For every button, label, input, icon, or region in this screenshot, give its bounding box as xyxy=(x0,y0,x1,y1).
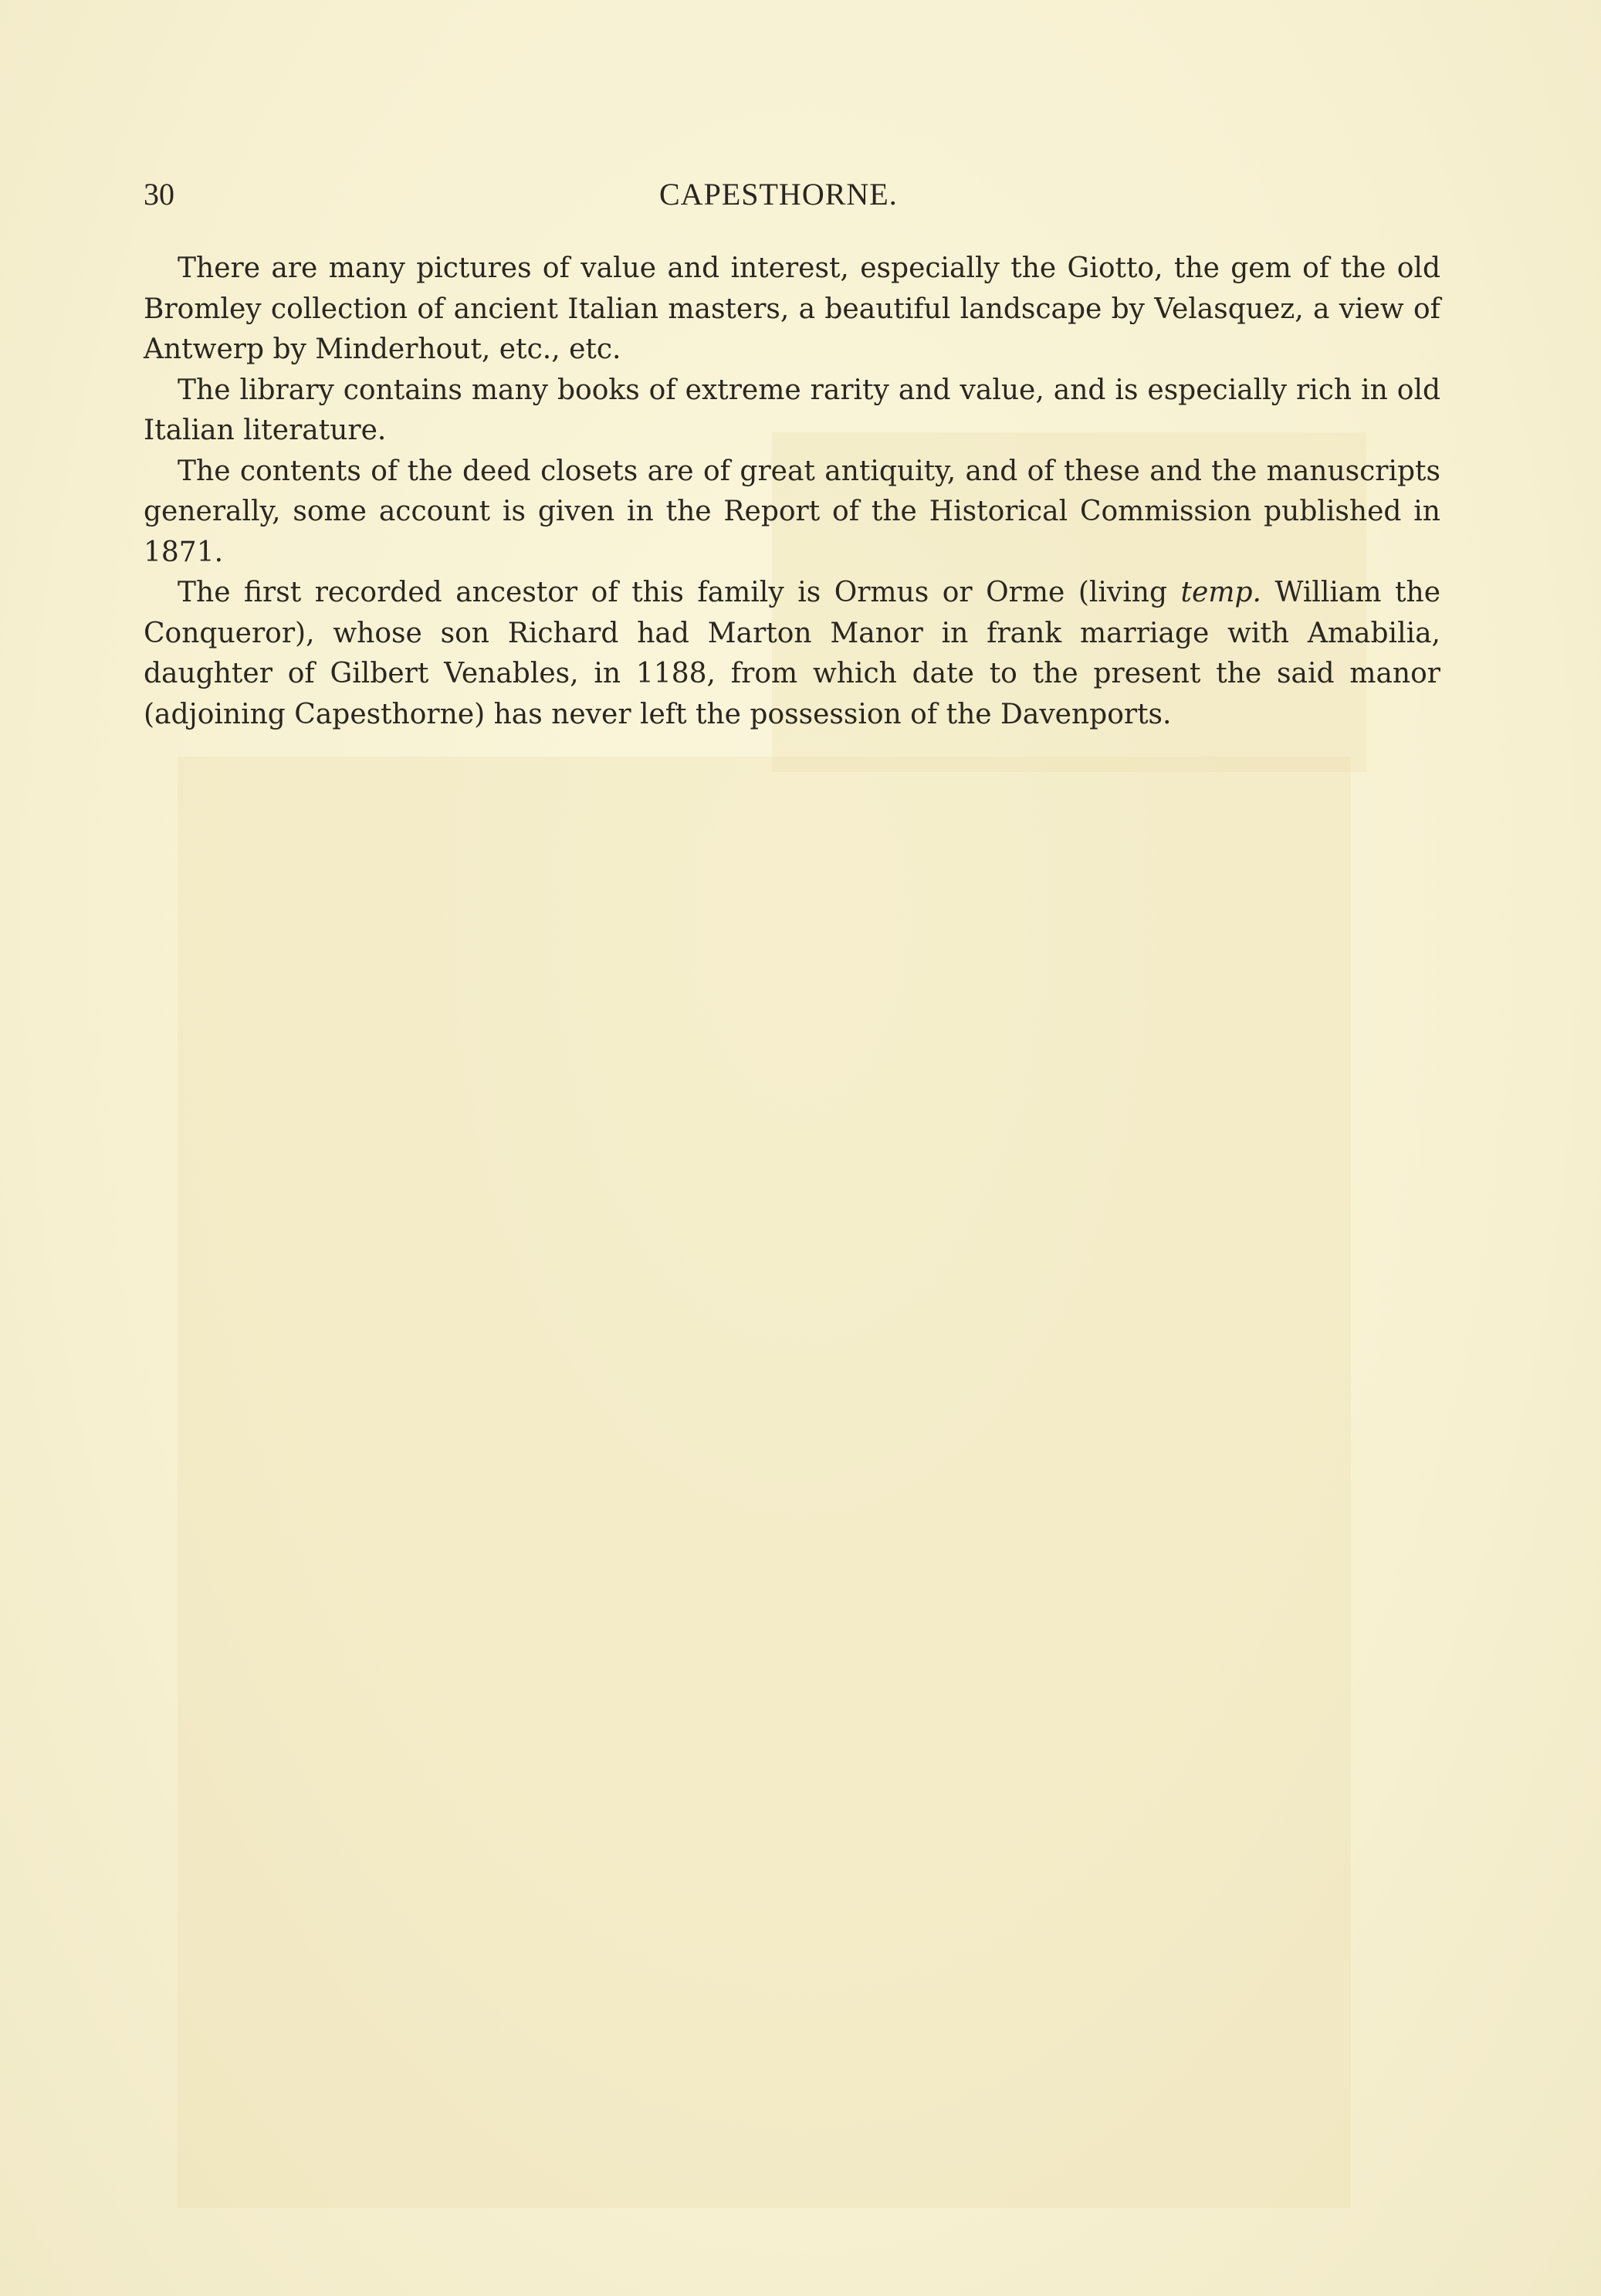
paragraph-ancestor xyxy=(144,573,1440,735)
paragraph-pictures: There are many pictures of value and interest, especially the Giotto, the gem of the old Bromley collection of ancient Italian masters, a beautiful landscape by Velasquez, a view of Antwerp by Minderhout, etc., etc. xyxy=(144,252,1440,365)
paragraph-ancestor-start: The first recorded ancestor of this family is Ormus or Orme (living xyxy=(178,577,1181,608)
page-number: 30 xyxy=(144,177,174,212)
italic-temp: temp. xyxy=(1180,577,1261,608)
paragraph-library: The library contains many books of extreme rarity and value, and is especially rich in old Italian literature. xyxy=(144,374,1440,446)
facing-plate-show-through xyxy=(178,757,1351,2208)
paragraph-deed-closets: The contents of the deed closets are of great antiquity, and of these and the manuscripts generally, some account is given in the Report of the Historical Commission published in 1871. xyxy=(144,455,1440,568)
running-title: CAPESTHORNE. xyxy=(659,177,898,212)
paragraph-ancestor-end: William the Conqueror), whose son Richard had Marton Manor in frank marriage with Amabilia, daughter of Gilbert Venables, in 1188, from which date to the present the said manor (adjoining Capesthorne) has never left the possession of the Davenports. xyxy=(144,577,1440,730)
body-text xyxy=(144,249,1440,735)
running-head xyxy=(144,176,1440,222)
